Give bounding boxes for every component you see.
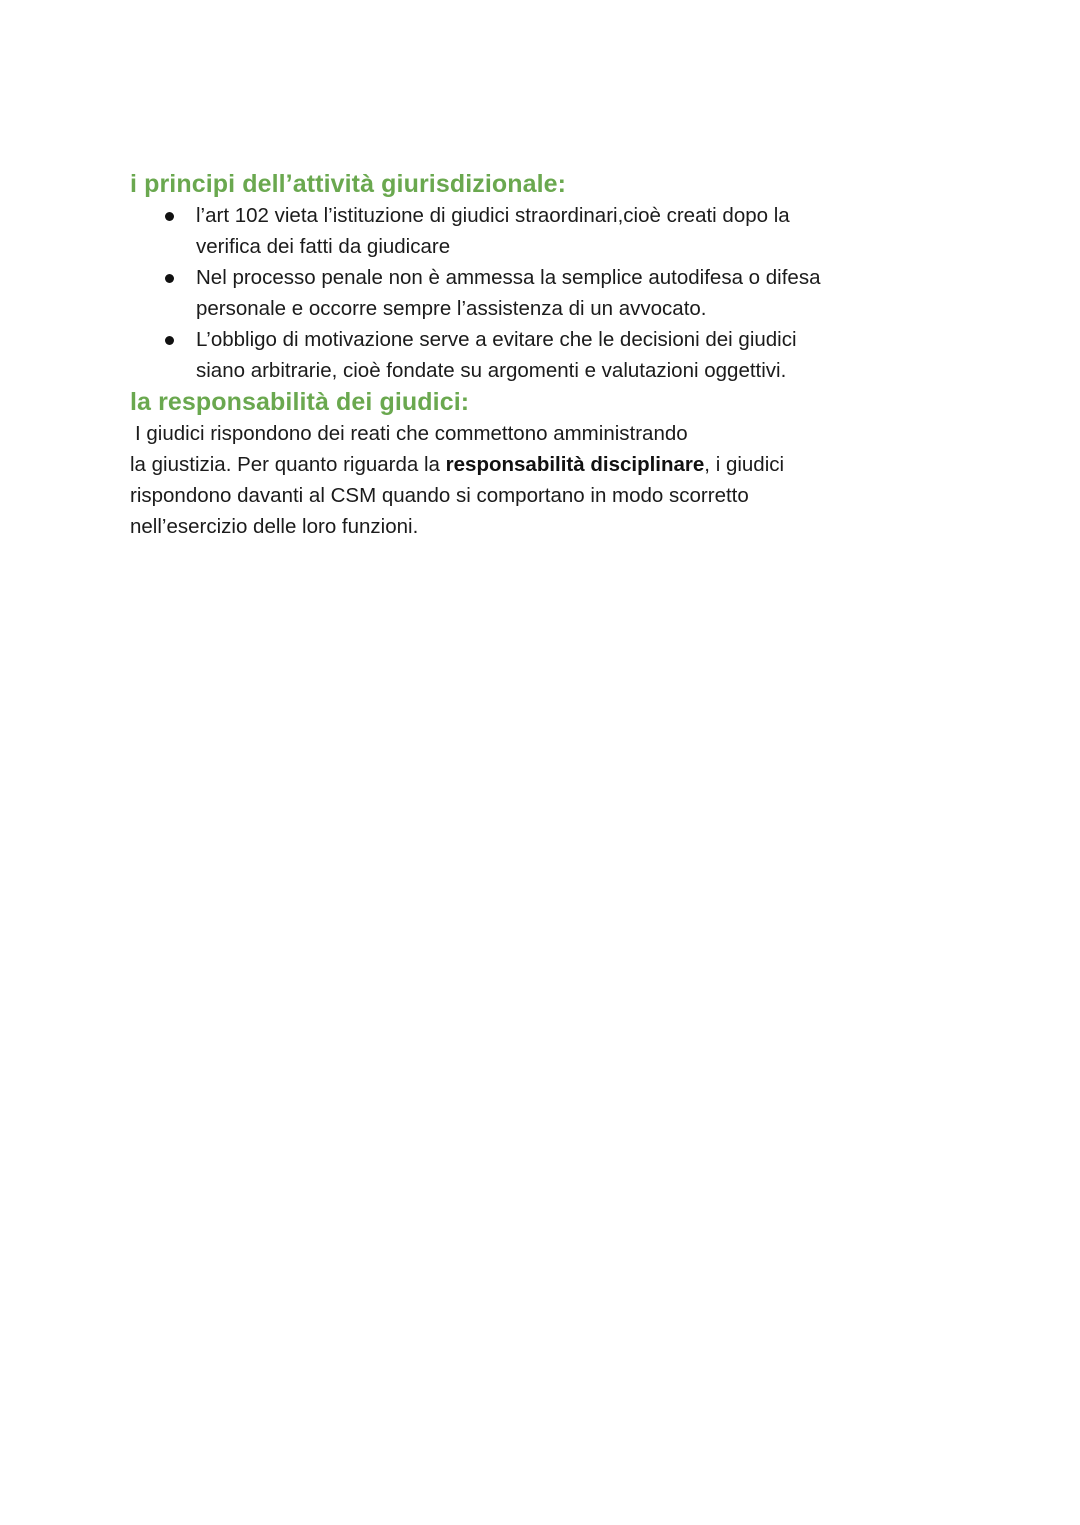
list-item [196, 262, 930, 324]
list-item [196, 324, 930, 386]
list-item-line: personale e occorre sempre l’assistenza di un avvocato. [196, 297, 707, 320]
list-item-line: siano arbitrarie, cioè fondate su argomenti e valutazioni oggettivi. [196, 359, 787, 382]
bullet-icon [165, 336, 174, 345]
responsibility-paragraph [130, 418, 930, 542]
list-item-line: l’art 102 vieta l’istituzione di giudici straordinari,cioè creati dopo la [196, 204, 790, 227]
paragraph-text: , i giudici [704, 453, 785, 476]
bold-term: responsabilità disciplinare [445, 453, 705, 476]
list-item-line: verifica dei fatti da giudicare [196, 235, 451, 258]
bullet-icon [165, 274, 174, 283]
paragraph-line [130, 449, 930, 480]
list-item-line: Nel processo penale non è ammessa la semplice autodifesa o difesa [196, 266, 821, 289]
section-heading-responsabilita: la responsabilità dei giudici: [130, 388, 470, 416]
list-item [196, 200, 930, 262]
section-heading-principi: i principi dell’attività giurisdizionale: [130, 170, 567, 198]
principles-list [130, 200, 930, 386]
paragraph-line: rispondono davanti al CSM quando si comportano in modo scorretto [130, 484, 749, 507]
list-item-line: L’obbligo di motivazione serve a evitare che le decisioni dei giudici [196, 328, 797, 351]
paragraph-text: la giustizia. Per quanto riguarda la [130, 453, 446, 476]
document-content [130, 168, 930, 542]
bullet-icon [165, 212, 174, 221]
paragraph-line: nell’esercizio delle loro funzioni. [130, 515, 419, 538]
paragraph-line: I giudici rispondono dei reati che commettono amministrando [135, 422, 688, 445]
